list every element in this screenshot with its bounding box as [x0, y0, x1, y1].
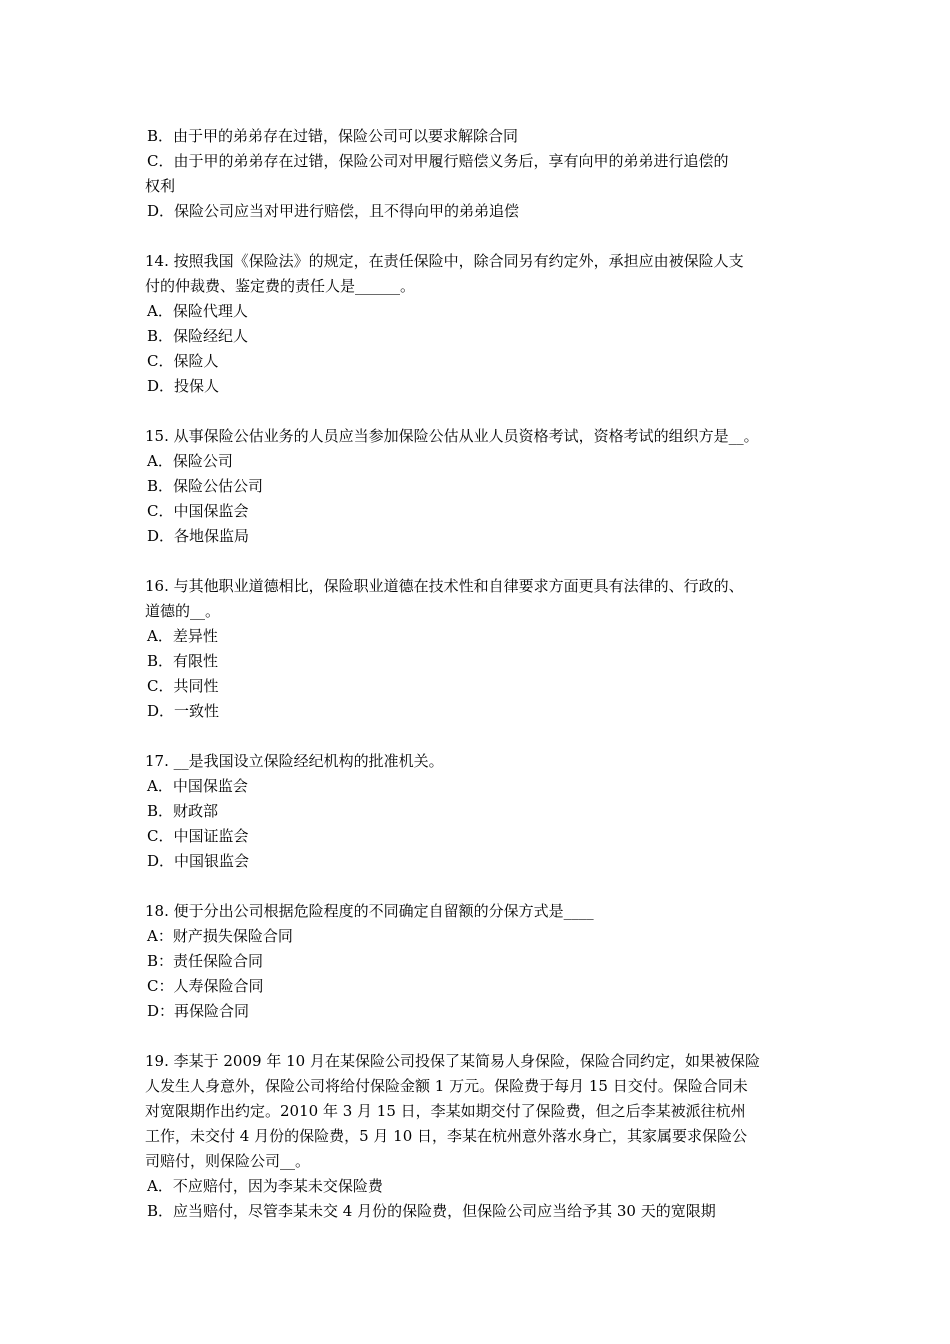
question-text: 16. 与其他职业道德相比，保险职业道德在技术性和自律要求方面更具有法律的、行政的、: [145, 577, 744, 595]
question-text: 17. __是我国设立保险经纪机构的批准机关。: [145, 752, 444, 770]
question-text: 司赔付，则保险公司__。: [145, 1152, 311, 1170]
option-a: A．保险代理人: [147, 302, 248, 320]
question-15: [145, 424, 815, 549]
option-c: C．共同性: [147, 677, 219, 695]
question-text: 18. 便于分出公司根据危险程度的不同确定自留额的分保方式是____: [145, 902, 594, 920]
spacer: [145, 1024, 815, 1049]
question-text: 19. 李某于 2009 年 10 月在某保险公司投保了某简易人身保险，保险合同约定，如果被保险: [145, 1052, 760, 1070]
option-a: A．不应赔付，因为李某未交保险费: [147, 1177, 383, 1195]
question-text: 14. 按照我国《保险法》的规定，在责任保险中，除合同另有约定外，承担应由被保险人支: [145, 252, 744, 270]
option-d: D：再保险合同: [147, 1002, 250, 1020]
question-text: 付的仲裁费、鉴定费的责任人是______。: [145, 277, 416, 295]
option-b: B．保险经纪人: [147, 327, 249, 345]
option-b: B．财政部: [147, 802, 219, 820]
option-d: D．保险公司应当对甲进行赔偿，且不得向甲的弟弟追偿: [147, 202, 520, 220]
question-17: [145, 749, 815, 874]
option-a: A．差异性: [147, 627, 218, 645]
option-c: C．保险人: [147, 352, 219, 370]
option-b: B．由于甲的弟弟存在过错，保险公司可以要求解除合同: [147, 127, 519, 145]
option-b: B．保险公估公司: [147, 477, 264, 495]
document-page: [145, 124, 815, 1224]
option-a: A．中国保监会: [147, 777, 248, 795]
question-19: [145, 1049, 815, 1224]
option-c: C．由于甲的弟弟存在过错，保险公司对甲履行赔偿义务后，享有向甲的弟弟进行追偿的: [147, 152, 729, 170]
question-text: 道德的__。: [145, 602, 221, 620]
option-b: B．有限性: [147, 652, 219, 670]
option-c-continued: 权利: [145, 177, 176, 195]
spacer: [145, 549, 815, 574]
option-a: A：财产损失保险合同: [147, 927, 293, 945]
spacer: [145, 874, 815, 899]
option-c: C：人寿保险合同: [147, 977, 264, 995]
spacer: [145, 724, 815, 749]
option-c: C．中国证监会: [147, 827, 249, 845]
option-c: C．中国保监会: [147, 502, 249, 520]
question-text: 对宽限期作出约定。2010 年 3 月 15 日，李某如期交付了保险费，但之后李某被派往杭州: [145, 1102, 746, 1120]
spacer: [145, 224, 815, 249]
option-b: B．应当赔付，尽管李某未交 4 月份的保险费，但保险公司应当给予其 30 天的宽限期: [147, 1202, 716, 1220]
option-d: D．中国银监会: [147, 852, 250, 870]
question-text: 15. 从事保险公估业务的人员应当参加保险公估从业人员资格考试，资格考试的组织方是__。: [145, 427, 759, 445]
prev-question-options: [145, 124, 815, 224]
question-14: [145, 249, 815, 399]
option-a: A．保险公司: [147, 452, 233, 470]
question-text: 工作，未交付 4 月份的保险费，5 月 10 日，李某在杭州意外落水身亡，其家属要求保险公: [145, 1127, 748, 1145]
spacer: [145, 399, 815, 424]
question-text: 人发生人身意外，保险公司将给付保险金额 1 万元。保险费于每月 15 日交付。保险合同未: [145, 1077, 748, 1095]
option-d: D．各地保监局: [147, 527, 250, 545]
option-d: D．一致性: [147, 702, 220, 720]
option-d: D．投保人: [147, 377, 220, 395]
option-b: B：责任保险合同: [147, 952, 264, 970]
question-16: [145, 574, 815, 724]
question-18: [145, 899, 815, 1024]
